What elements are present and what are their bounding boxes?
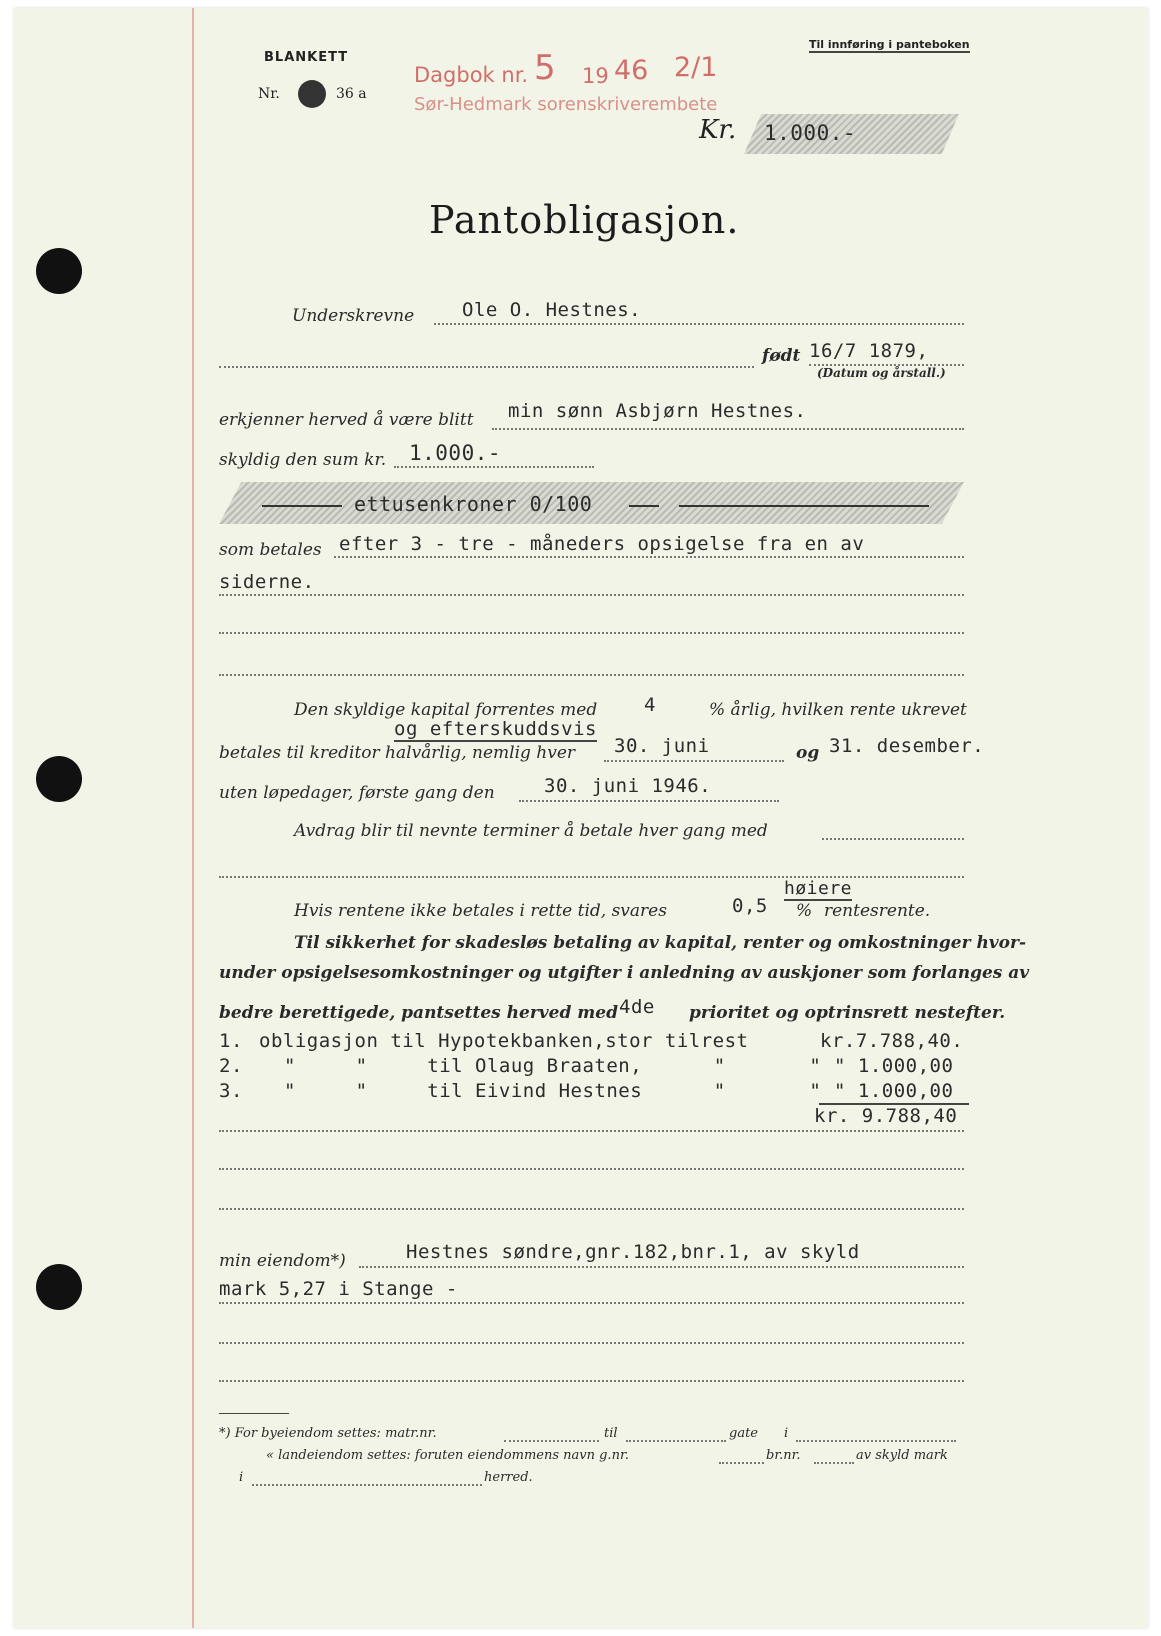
form-blankett-label: BLANKETT — [264, 50, 349, 65]
lopedager-text: uten løpedager, første gang den — [219, 783, 495, 803]
hvis-inserted: høiere — [784, 878, 853, 899]
prior-obligation-3-num: 3. — [219, 1080, 243, 1102]
fill-line — [359, 1266, 964, 1268]
footnote-2b: br.nr. — [766, 1448, 801, 1463]
fill-line — [519, 800, 779, 802]
stamp-year-prefix: 19 — [582, 64, 609, 88]
fill-line — [822, 838, 964, 840]
prior-obligation-1-amount: kr.7.788,40. — [820, 1030, 964, 1052]
sikkerhet-line-3a: bedre berettigede, pantsettes herved med — [219, 1003, 618, 1023]
avdrag-text: Avdrag blir til nevnte terminer å betale hver gang med — [294, 821, 768, 841]
crown-seal-icon — [298, 80, 326, 108]
footnote-2a: « landeiendom settes: foruten eiendommens navn g.nr. — [266, 1448, 629, 1463]
prior-obligation-2-amount: " 1.000,00 — [834, 1055, 954, 1077]
eiendom-value-2: mark 5,27 i Stange - — [219, 1278, 458, 1300]
punch-hole — [36, 756, 82, 802]
prior-total: kr. 9.788,40 — [814, 1105, 958, 1127]
amount-words: ettusenkroner 0/100 — [354, 492, 593, 516]
dash-rule — [679, 505, 929, 507]
kapital-rate: 4 — [644, 694, 656, 716]
form-number-label: Nr. — [258, 86, 280, 102]
footnote-1d: i — [784, 1426, 789, 1441]
fill-line — [219, 366, 754, 368]
punch-hole — [36, 1264, 82, 1310]
document-title: Pantobligasjon. — [429, 198, 740, 242]
skyldig-label: skyldig den sum kr. — [219, 450, 387, 470]
priority-value: 4de — [619, 996, 655, 1018]
fill-line — [219, 876, 964, 878]
prior-obligation-3-text: " " til Eivind Hestnes " " — [284, 1080, 822, 1102]
footnote-1b: til — [604, 1426, 618, 1441]
fill-line — [334, 556, 964, 558]
fill-line — [219, 594, 964, 596]
kapital-text-1: Den skyldige kapital forrentes med — [294, 700, 598, 720]
stamp-date: 2/1 — [674, 52, 718, 83]
erkjenner-value: min sønn Asbjørn Hestnes. — [508, 400, 807, 422]
fill-line — [219, 674, 964, 676]
amount-box-value: 1.000.- — [764, 121, 857, 145]
fodt-hint: (Datum og årstall.) — [817, 366, 946, 380]
sikkerhet-line-2: under opsigelsesomkostninger og utgifter i anledning av auskjoner som forlanges av — [219, 963, 1030, 983]
fill-line — [814, 1462, 854, 1464]
fill-line — [219, 1380, 964, 1382]
kreditor-date-1: 30. juni — [614, 735, 710, 757]
eiendom-value-1: Hestnes søndre,gnr.182,bnr.1, av skyld — [406, 1241, 860, 1263]
hvis-rate: 0,5 — [732, 895, 768, 917]
fill-line — [626, 1440, 726, 1442]
stamp-year-suffix: 46 — [614, 55, 649, 86]
hvis-suffix: rentesrente. — [824, 901, 931, 921]
footnote-3b: herred. — [484, 1470, 533, 1485]
kreditor-og: og — [796, 743, 820, 763]
fill-line — [492, 428, 964, 430]
dash-rule — [629, 505, 659, 507]
footnote-2c: av skyld mark — [856, 1448, 948, 1463]
footnote-rule — [219, 1413, 289, 1414]
top-right-note: Til innføring i panteboken — [809, 38, 970, 51]
kreditor-text: betales til kreditor halvårlig, nemlig hver — [219, 743, 576, 763]
underskrevne-value: Ole O. Hestnes. — [462, 299, 642, 321]
prior-obligation-2-text: " " til Olaug Braaten, " " — [284, 1055, 822, 1077]
fill-line — [434, 323, 964, 325]
fill-line — [219, 1168, 964, 1170]
stamp-office: Sør-Hedmark sorenskriverembete — [414, 94, 718, 115]
fill-line — [394, 466, 594, 468]
form-number-value: 36 a — [336, 86, 367, 102]
erkjenner-label: erkjenner herved å være blitt — [219, 410, 474, 430]
document-page — [14, 8, 1148, 1628]
lopedager-date: 30. juni 1946. — [544, 775, 712, 797]
fodt-value: 16/7 1879, — [809, 340, 929, 362]
kreditor-date-2: 31. desember. — [829, 735, 985, 757]
dagbok-label: Dagbok nr. — [414, 63, 529, 87]
amount-box-label: Kr. — [699, 115, 737, 145]
footnote-1a: *) For byeiendom settes: matr.nr. — [219, 1426, 437, 1441]
prior-obligation-1-num: 1. — [219, 1030, 243, 1052]
kapital-text-2: % årlig, hvilken rente ukrevet — [709, 700, 967, 720]
footnote-3a: i — [239, 1470, 244, 1485]
underskrevne-label: Underskrevne — [292, 306, 415, 326]
eiendom-label: min eiendom*) — [219, 1251, 346, 1271]
dagbok-number: 5 — [534, 48, 556, 88]
inserted-text: og efterskuddsvis — [394, 718, 597, 740]
fill-line — [219, 1130, 964, 1132]
prior-obligation-2-num: 2. — [219, 1055, 243, 1077]
hvis-text: Hvis rentene ikke betales i rette tid, svares — [294, 901, 667, 921]
margin-rule — [192, 8, 194, 1628]
fill-line — [252, 1484, 482, 1486]
fill-line — [219, 1302, 964, 1304]
prior-obligation-3-amount: " 1.000,00 — [834, 1080, 954, 1102]
footnote-1c: gate — [729, 1426, 758, 1441]
skyldig-value: 1.000.- — [409, 441, 502, 465]
betales-value-2: siderne. — [219, 571, 315, 593]
prior-obligation-1-text: obligasjon til Hypotekbanken,stor tilrest — [259, 1030, 749, 1052]
fill-line — [719, 1462, 764, 1464]
fill-line — [219, 1208, 964, 1210]
sikkerhet-line-3b: prioritet og optrinsrett nestefter. — [689, 1003, 1006, 1023]
punch-hole — [36, 248, 82, 294]
fodt-label: født — [762, 346, 801, 366]
fill-line — [219, 1342, 964, 1344]
hvis-pct: % — [796, 901, 813, 921]
dash-rule — [262, 505, 342, 507]
fill-line — [219, 632, 964, 634]
fill-line — [504, 1440, 599, 1442]
betales-label: som betales — [219, 540, 322, 560]
fill-line — [796, 1440, 956, 1442]
fill-line — [604, 760, 784, 762]
sikkerhet-line-1: Til sikkerhet for skadesløs betaling av kapital, renter og omkostninger hvor- — [294, 933, 1027, 953]
betales-value: efter 3 - tre - måneders opsigelse fra en av — [339, 533, 865, 555]
